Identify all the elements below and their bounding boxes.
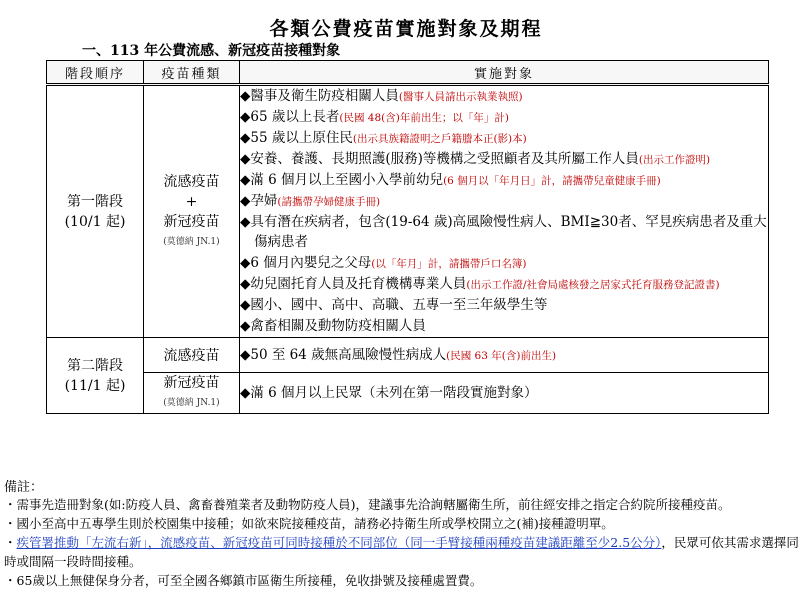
phase2-flu-target-cell bbox=[240, 338, 769, 373]
section-subtitle: 一、113 年公費流感、新冠疫苗接種對象 bbox=[82, 43, 341, 59]
phase2-flu-vaccine-cell bbox=[144, 338, 240, 373]
note-link-text: 疾管署推動「左流右新」，流感疫苗、新冠疫苗可同時接種於不同部位（同一手臂接種兩種疫苗建議距離至少2.5公分） bbox=[16, 535, 662, 550]
target-item: ◆滿 6 個月以上民眾（未列在第一階段實施對象） bbox=[240, 384, 538, 401]
phase2-covid-note: (莫德納 JN.1) bbox=[163, 398, 220, 408]
target-item: ◆禽畜相關及動物防疫相關人員 bbox=[240, 318, 426, 334]
page-title: 各類公費疫苗實施對象及期程 bbox=[269, 18, 543, 40]
phase2-date: (11/1 起) bbox=[64, 377, 126, 394]
notes-list bbox=[4, 495, 808, 590]
target-item: ◆滿 6 個月以上至國小入學前幼兒(6 個月以「年月日」計，請攜帶兒童健康手冊) bbox=[240, 172, 661, 188]
target-item: ◆醫事及衛生防疫相關人員(醫事人員請出示執業執照) bbox=[240, 88, 523, 104]
header-phase: 階段順序 bbox=[47, 61, 144, 85]
notes-label: 備註： bbox=[4, 480, 44, 495]
target-item: ◆65 歲以上長者(民國 48(含)年前出生；以「年」計) bbox=[240, 109, 509, 125]
vaccine-schedule-table bbox=[46, 60, 769, 414]
phase1-cell bbox=[47, 85, 144, 338]
phase1-vaccine-covid: 新冠疫苗 bbox=[163, 213, 220, 230]
phase1-name: 第一階段 bbox=[67, 193, 123, 210]
target-item: ◆孕婦(請攜帶孕婦健康手冊) bbox=[240, 193, 381, 209]
phase2-cell bbox=[47, 338, 144, 414]
header-targets: 實施對象 bbox=[240, 61, 769, 85]
phase1-vaccine-flu: 流感疫苗 bbox=[163, 173, 220, 190]
target-item: ◆6 個月內嬰兒之父母(以「年月」計，請攜帶戶口名簿) bbox=[240, 255, 527, 271]
phase2-name: 第二階段 bbox=[67, 357, 123, 374]
note-item: ・65歲以上無健保身分者，可至全國各鄉鎮市區衛生所接種，免收掛號及接種處置費。 bbox=[4, 573, 483, 588]
header-vaccine: 疫苗種類 bbox=[144, 61, 240, 85]
target-item: ◆幼兒園托育人員及托育機構專業人員(出示工作證/社會局處核發之居家式托育服務登記證書) bbox=[240, 276, 720, 292]
phase1-vaccine-cell bbox=[144, 85, 240, 338]
phase2-covid-target-cell bbox=[240, 373, 769, 414]
target-item: ◆國小、國中、高中、高職、五專一至三年級學生等 bbox=[240, 297, 548, 313]
phase1-vaccine-plus: + bbox=[185, 193, 198, 210]
phase1-targets-cell bbox=[240, 85, 769, 338]
note-item: ・疾管署推動「左流右新」，流感疫苗、新冠疫苗可同時接種於不同部位（同一手臂接種兩種疫苗建議距離至少2.5公分），民眾可依其需求選擇同時或間隔一段時間接種。 bbox=[4, 535, 799, 569]
phase1-date: (10/1 起) bbox=[64, 213, 126, 230]
phase2-covid-vaccine: 新冠疫苗 bbox=[163, 375, 220, 391]
phase2-covid-vaccine-cell bbox=[144, 373, 240, 414]
target-item: ◆55 歲以上原住民(出示具族籍證明之戶籍謄本正(影)本) bbox=[240, 130, 527, 146]
phase1-row bbox=[47, 85, 769, 338]
target-item: ◆安養、養護、長期照護(服務)等機構之受照顧者及其所屬工作人員(出示工作證明) bbox=[240, 151, 711, 167]
target-item: ◆50 至 64 歲無高風險慢性病成人(民國 63 年(含)前出生) bbox=[240, 346, 557, 363]
phase1-vaccine-note: (莫德納 JN.1) bbox=[163, 236, 220, 247]
note-item: ・國小至高中五專學生則於校園集中接種；如欲來院接種疫苗，請務必持衛生所或學校開立之(補)接種證明單。 bbox=[4, 516, 614, 531]
phase2-flu-vaccine: 流感疫苗 bbox=[163, 348, 220, 364]
phase2-covid-row bbox=[47, 373, 769, 414]
target-item: ◆具有潛在疾病者，包含(19-64 歲)高風險慢性病人、BMI≧30者、罕見疾病患者及重大傷病患者 bbox=[240, 214, 767, 250]
table-header-row bbox=[47, 61, 769, 85]
note-item: ・需事先造冊對象(如:防疫人員、禽畜養殖業者及動物防疫人員)，建議事先洽詢轄屬衛生所，前往經安排之指定合約院所接種疫苗。 bbox=[4, 497, 731, 512]
phase2-flu-row bbox=[47, 338, 769, 373]
